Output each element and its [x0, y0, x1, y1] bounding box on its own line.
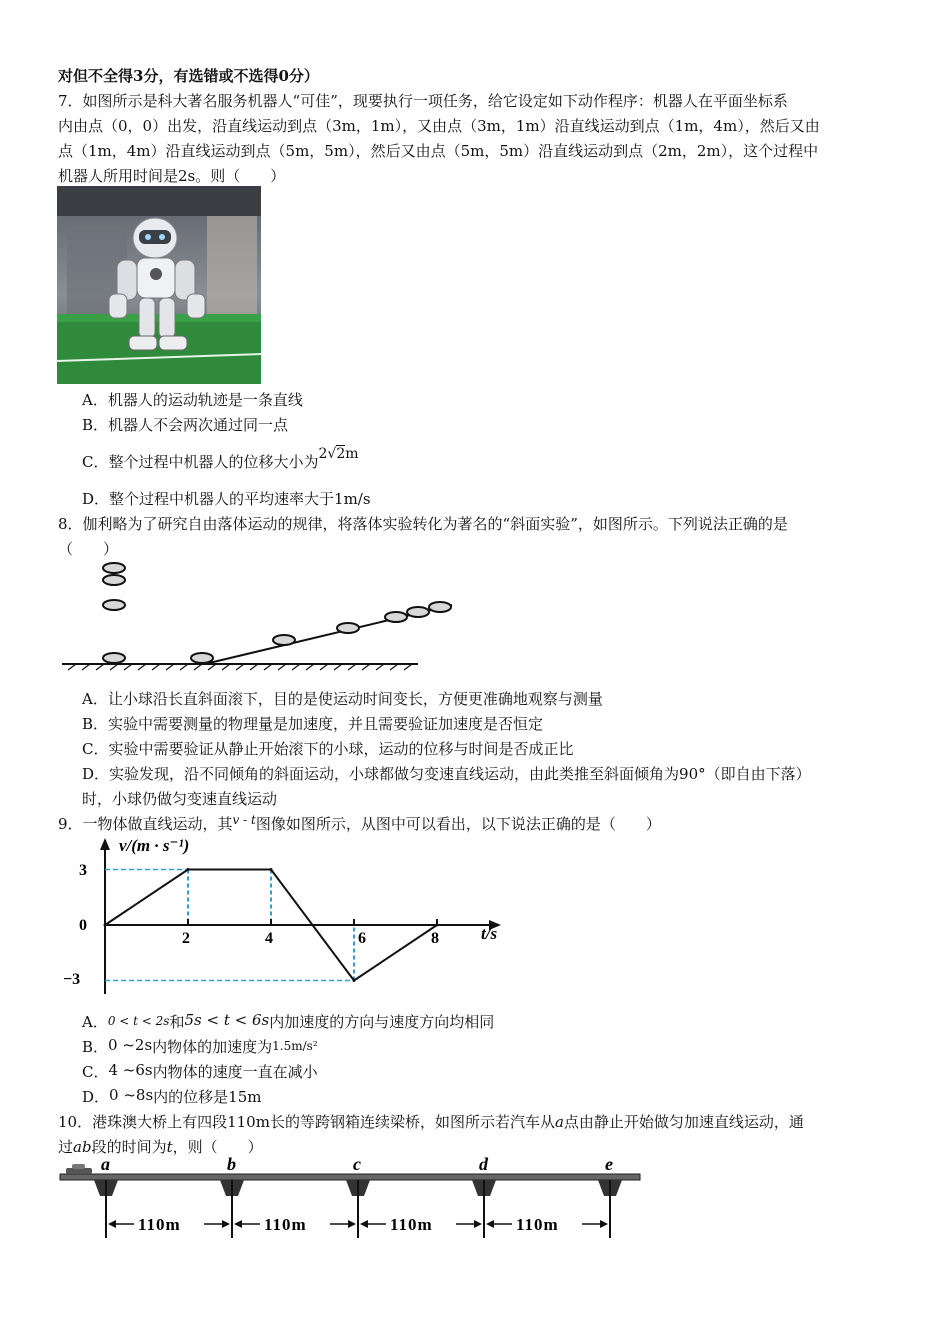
point-label-c: c [353, 1156, 361, 1174]
car-icon [66, 1164, 92, 1174]
point-label-d: d [479, 1156, 488, 1174]
point-label-a: a [101, 1156, 110, 1174]
t-axis-label: t/s [481, 924, 498, 943]
bridge-deck [60, 1174, 640, 1180]
q9-stem-pre: 9．一物体做直线运动，其 [58, 815, 233, 833]
x-tick-label-8: 8 [431, 930, 439, 947]
span-label-3: 110m [390, 1215, 433, 1234]
q10-stem-line-2 [58, 1137, 263, 1157]
vt-data-point-4 [270, 868, 273, 871]
q7-option-b: B．机器人不会两次通过同一点 [82, 416, 289, 434]
q9-option-a-label: A． [82, 1013, 108, 1031]
span-arrow-right-icon-1 [222, 1220, 230, 1228]
q8-option-c: C．实验中需要验证从静止开始滚下的小球，运动的位移与时间是否成正比 [82, 740, 574, 758]
q10-stem-line-2-mid: 段的时间为 [91, 1138, 167, 1156]
span-label-4: 110m [516, 1215, 559, 1234]
q7-stem-line-1: 7．如图所示是科大著名服务机器人“可佳”，现要执行一项任务，给它设定如下动作程序：机器人在平面坐标系 [58, 92, 788, 110]
span-label-1: 110m [138, 1215, 181, 1234]
q7-option-d: D．整个过程中机器人的平均速率大于1m/s [82, 490, 371, 508]
q9-option-d-label: D． [82, 1088, 110, 1106]
x-tick-label-4: 4 [265, 930, 273, 947]
q7-option-c-radicand: 2 [336, 446, 346, 462]
q10-stem-line-1 [58, 1112, 804, 1132]
y-tick-label-0: 0 [79, 917, 87, 934]
y-tick-label-3: 3 [79, 862, 87, 879]
q8-option-d-line-2: 时，小球仍做匀变速直线运动 [82, 790, 278, 808]
q8-stem-line-1: 8．伽利略为了研究自由落体运动的规律，将落体实验转化为著名的“斜面实验”，如图所示。下列说法正确的是 [58, 515, 788, 533]
span-arrow-left-icon-4 [486, 1220, 494, 1228]
x-tick-label-6: 6 [358, 930, 366, 947]
robot-photo [57, 186, 261, 384]
sqrt-symbol-icon: √ [327, 446, 337, 462]
y-tick-label-neg3: −3 [63, 971, 81, 988]
q10-var-t: t [166, 1138, 173, 1156]
q7-option-c-value [318, 446, 358, 462]
q9-option-c [82, 1062, 318, 1082]
span-arrow-right-icon-2 [348, 1220, 356, 1228]
falling-ball-2 [103, 575, 125, 585]
q9-option-c-range: 4 ~6s [108, 1061, 153, 1079]
point-label-e: e [605, 1156, 613, 1174]
rolling-ball-1 [191, 653, 213, 663]
q7-option-c-text: C．整个过程中机器人的位移大小为 [82, 453, 319, 471]
q9-option-a-and: 和 [169, 1013, 185, 1031]
span-arrow-right-icon-3 [474, 1220, 482, 1228]
bridge-figure [58, 1156, 648, 1240]
intro-note: 对但不全得3分，有选错或不选得0分） [58, 67, 319, 85]
vt-data-point-0 [104, 924, 107, 927]
q9-option-d-text: 内的位移是15m [153, 1088, 262, 1106]
q10-stem-line-2-pre: 过 [58, 1138, 74, 1156]
rolling-ball-3 [337, 623, 359, 633]
q9-option-a-range-2: 5s < t < 6s [184, 1011, 270, 1029]
falling-ball-1 [103, 563, 125, 573]
vt-data-point-2 [187, 868, 190, 871]
q8-option-b: B．实验中需要测量的物理量是加速度，并且需要验证加速度是否恒定 [82, 715, 544, 733]
rolling-ball-4 [385, 612, 407, 622]
q8-option-d-line-1: D．实验发现，沿不同倾角的斜面运动，小球都做匀变速直线运动，由此类推至斜面倾角为90°（即自由下落） [82, 765, 811, 783]
incline-experiment-figure [60, 560, 460, 672]
point-label-b: b [227, 1156, 236, 1174]
rolling-ball-5 [407, 607, 429, 617]
q8-stem-line-2: （ ） [58, 540, 119, 558]
q9-option-d [82, 1087, 261, 1107]
q10-stem-line-1-pre: 10．港珠澳大桥上有四段110m长的等跨钢箱连续梁桥，如图所示若汽车从 [58, 1113, 555, 1131]
span-arrow-left-icon-1 [108, 1220, 116, 1228]
q9-stem-post: 图像如图所示，从图中可以看出，以下说法正确的是（ ） [255, 815, 661, 833]
span-arrow-left-icon-3 [360, 1220, 368, 1228]
q10-var-a: a [554, 1113, 564, 1131]
span-arrow-right-icon-4 [600, 1220, 608, 1228]
q9-option-b-value: 1.5m/s² [272, 1039, 318, 1053]
q9-option-b-range: 0 ~2s [108, 1036, 153, 1054]
q9-option-b [82, 1037, 318, 1058]
falling-ball-4 [103, 653, 125, 663]
rolling-ball-6 [429, 602, 451, 612]
span-arrow-left-icon-2 [234, 1220, 242, 1228]
span-label-2: 110m [264, 1215, 307, 1234]
v-axis-label: v/(m · s⁻¹) [119, 836, 190, 855]
q9-stem [58, 814, 661, 835]
falling-ball-3 [103, 600, 125, 610]
q9-option-c-label: C． [82, 1063, 109, 1081]
rolling-ball-2 [273, 635, 295, 645]
q10-stem-line-1-post: 点由静止开始做匀加速直线运动，通 [563, 1113, 804, 1131]
q7-stem-line-3: 点（1m，4m）沿直线运动到点（5m，5m），然后又由点（5m，5m）沿直线运动到点（2m，2m），这个过程中 [58, 142, 819, 160]
q10-stem-line-2-post: ，则（ ） [172, 1138, 263, 1156]
q7-option-c-coef: 2 [318, 446, 328, 462]
q7-option-c-unit: m [345, 446, 359, 462]
q9-option-b-text: 内物体的加速度为 [152, 1038, 273, 1056]
q9-option-b-label: B． [82, 1038, 109, 1056]
q9-option-a-range-1: 0 < t < 2s [107, 1014, 170, 1028]
q7-option-a: A．机器人的运动轨迹是一条直线 [82, 391, 303, 409]
q10-var-ab: ab [73, 1138, 92, 1156]
q9-option-d-range: 0 ~8s [109, 1086, 154, 1104]
x-tick-label-2: 2 [182, 930, 190, 947]
q9-stem-vt: v - t [232, 813, 256, 827]
vt-graph [57, 834, 517, 994]
q7-stem-line-4: 机器人所用时间是2s。则（ ） [58, 167, 286, 185]
q9-option-a [82, 1012, 494, 1033]
q9-option-c-text: 内物体的速度一直在减小 [152, 1063, 318, 1081]
q9-option-a-text: 内加速度的方向与速度方向均相同 [269, 1013, 495, 1031]
v-axis-arrow-icon [100, 838, 110, 850]
q7-stem-line-2: 内由点（0，0）出发，沿直线运动到点（3m，1m），又由点（3m，1m）沿直线运动到点（1m，4m），然后又由 [58, 117, 820, 135]
q8-option-a: A．让小球沿长直斜面滚下，目的是使运动时间变长，方便更准确地观察与测量 [82, 690, 603, 708]
q7-option-c [82, 446, 359, 473]
vt-data-point-6 [353, 979, 356, 982]
